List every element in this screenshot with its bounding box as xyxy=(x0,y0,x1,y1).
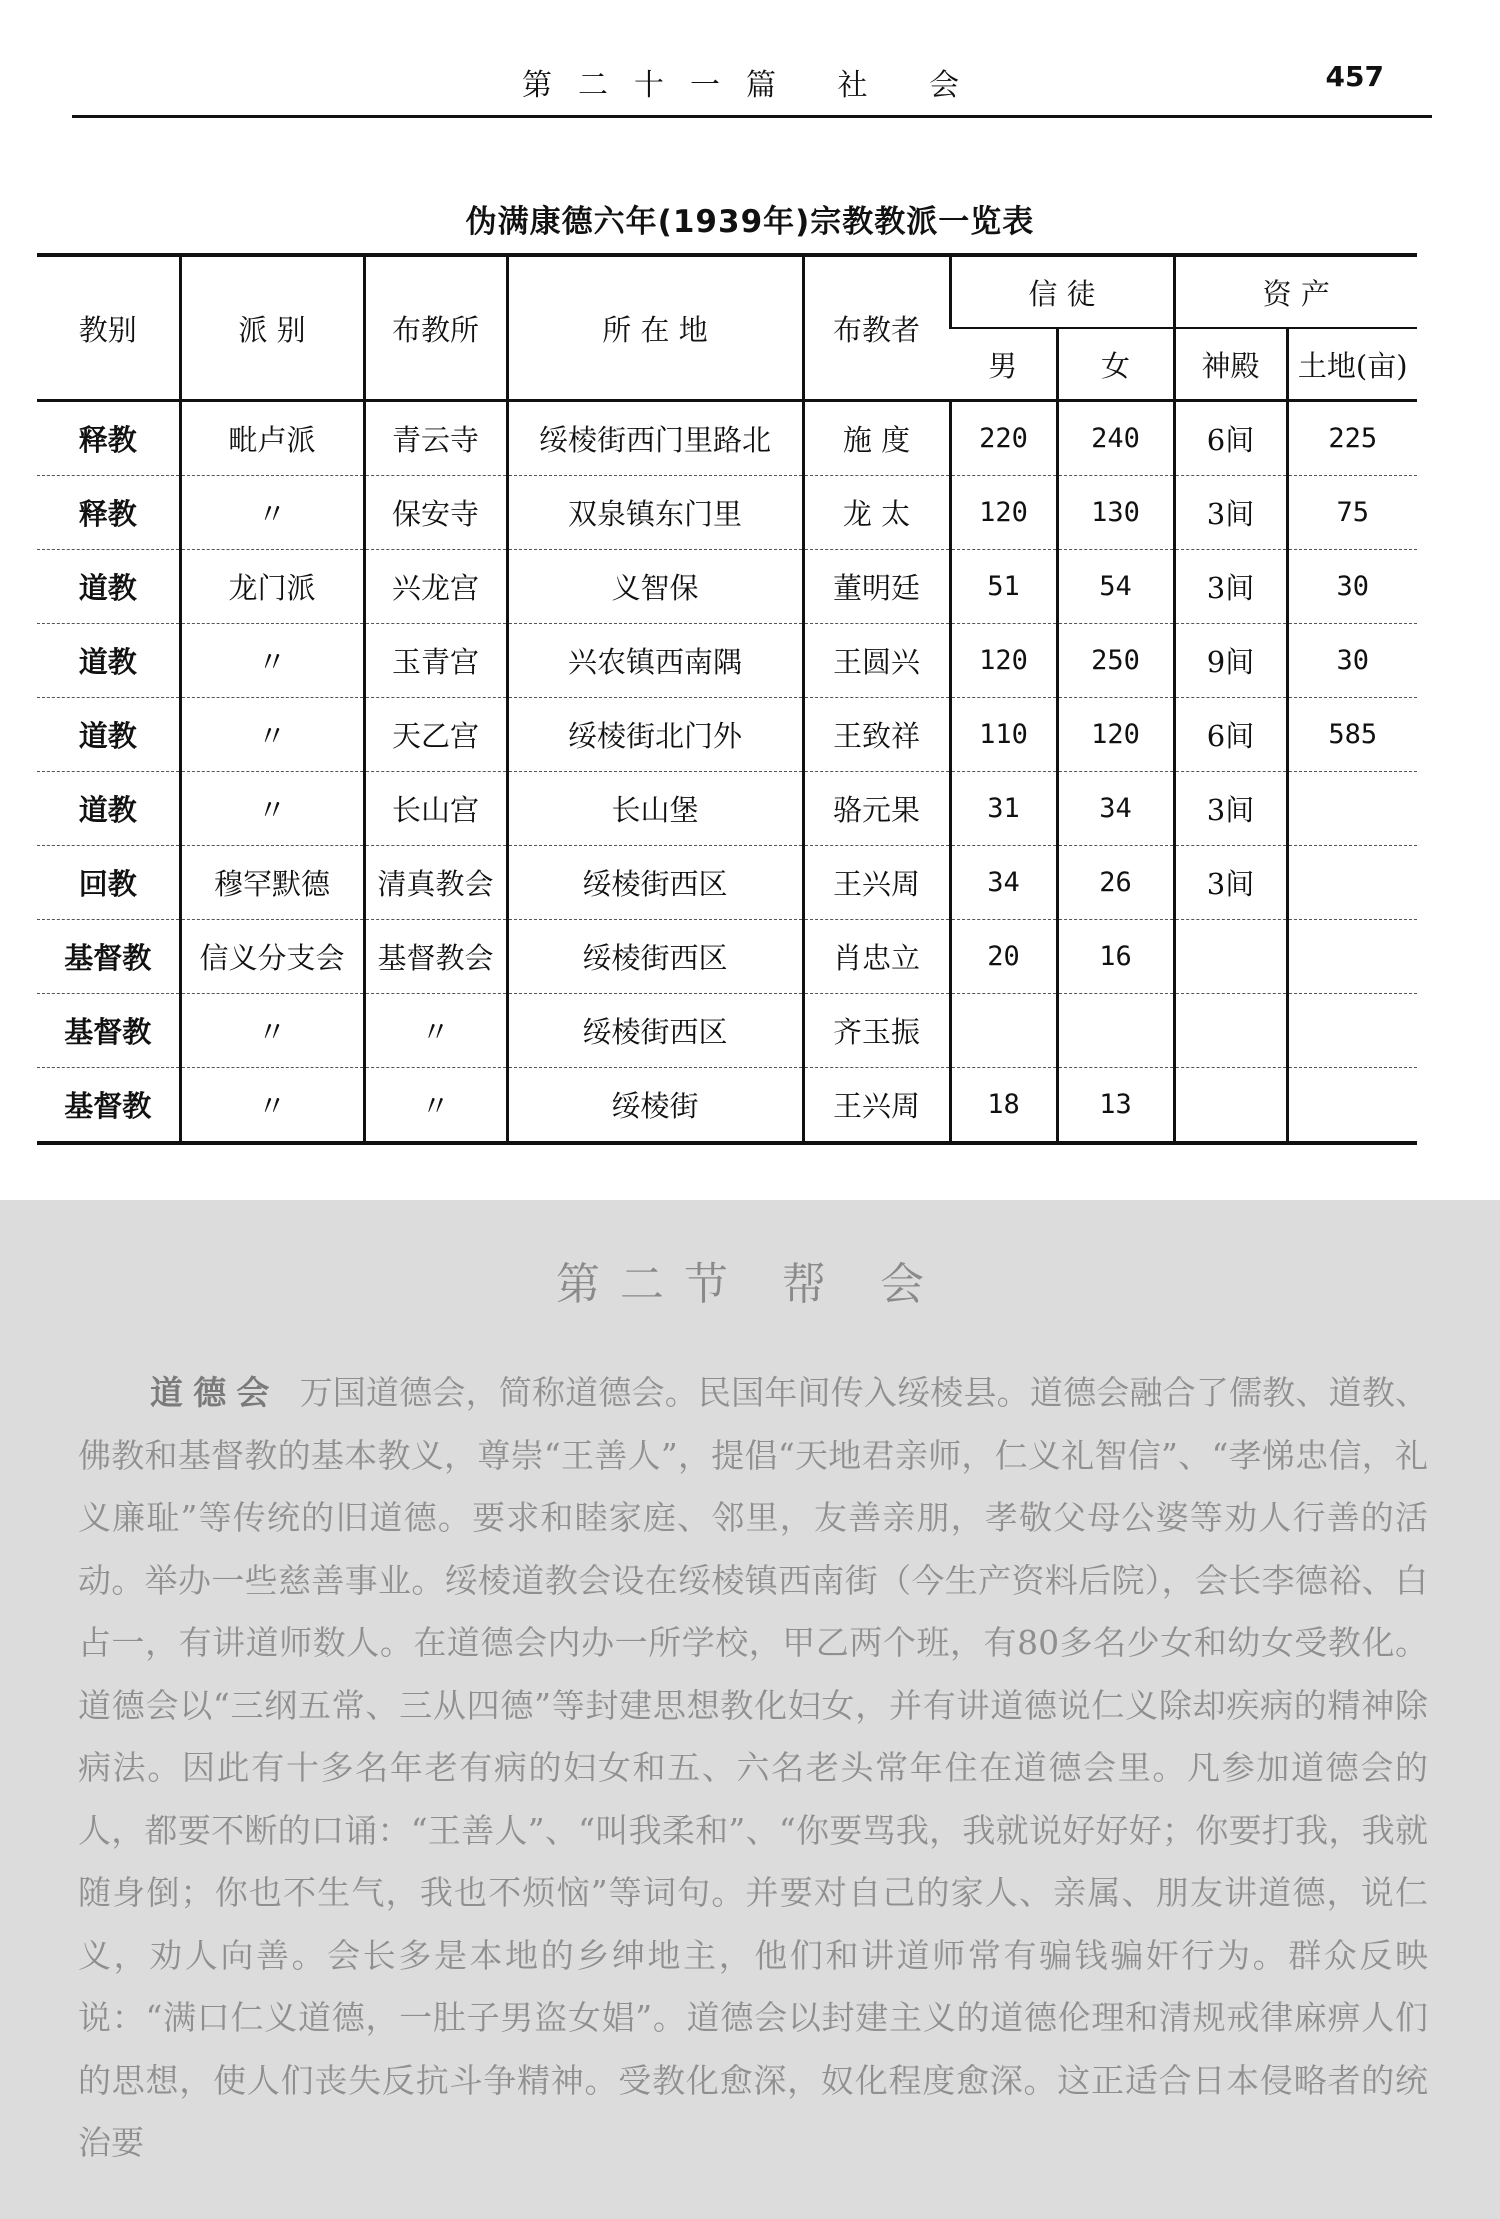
table-cell: 龙门派 xyxy=(180,550,364,624)
page-number: 457 xyxy=(1325,60,1384,93)
table-cell: 释教 xyxy=(37,401,180,476)
table-cell: 绥棱街西区 xyxy=(507,994,803,1068)
table-cell: 兴龙宫 xyxy=(364,550,507,624)
table-cell: 基督教 xyxy=(37,920,180,994)
table-cell: 3间 xyxy=(1174,476,1287,550)
header-temple: 神殿 xyxy=(1174,328,1287,401)
table-cell: 18 xyxy=(950,1068,1057,1144)
table-cell: 3间 xyxy=(1174,846,1287,920)
table-title: 伪满康德六年(1939年)宗教教派一览表 xyxy=(465,204,1035,240)
table-cell: 龙 太 xyxy=(803,476,950,550)
religion-table xyxy=(37,253,1417,1145)
table-row xyxy=(37,846,1417,920)
table-cell xyxy=(1287,1068,1417,1144)
table-cell: 110 xyxy=(950,698,1057,772)
table-row xyxy=(37,772,1417,846)
table-row xyxy=(37,994,1417,1068)
table-cell: 回教 xyxy=(37,846,180,920)
table-cell: 道教 xyxy=(37,550,180,624)
table-cell: 王兴周 xyxy=(803,846,950,920)
table-cell xyxy=(1287,920,1417,994)
table-cell: 清真教会 xyxy=(364,846,507,920)
table-cell: 基督教 xyxy=(37,994,180,1068)
table-cell: 〃 xyxy=(180,698,364,772)
table-cell: 16 xyxy=(1057,920,1174,994)
table-cell: 齐玉振 xyxy=(803,994,950,1068)
table-cell: 施 度 xyxy=(803,401,950,476)
table-cell xyxy=(1287,772,1417,846)
header-male: 男 xyxy=(950,328,1057,401)
table-cell: 道教 xyxy=(37,772,180,846)
table-cell: 3间 xyxy=(1174,772,1287,846)
table-cell: 义智保 xyxy=(507,550,803,624)
table-cell: 长山宫 xyxy=(364,772,507,846)
table-cell: 〃 xyxy=(364,1068,507,1144)
table-cell: 王圆兴 xyxy=(803,624,950,698)
table-row xyxy=(37,401,1417,476)
table-cell: 玉青宫 xyxy=(364,624,507,698)
table-row xyxy=(37,624,1417,698)
header-religion: 教别 xyxy=(37,255,180,401)
table-cell: 585 xyxy=(1287,698,1417,772)
header-land: 土地(亩) xyxy=(1287,328,1417,401)
table-cell: 〃 xyxy=(180,1068,364,1144)
table-cell: 130 xyxy=(1057,476,1174,550)
header-location: 所 在 地 xyxy=(507,255,803,401)
table-cell: 兴农镇西南隅 xyxy=(507,624,803,698)
table-cell: 9间 xyxy=(1174,624,1287,698)
table-cell: 骆元果 xyxy=(803,772,950,846)
header-female: 女 xyxy=(1057,328,1174,401)
header-sect: 派 别 xyxy=(180,255,364,401)
table-cell xyxy=(1174,920,1287,994)
table-cell xyxy=(1174,994,1287,1068)
table-cell: 董明廷 xyxy=(803,550,950,624)
table-cell xyxy=(1287,994,1417,1068)
page-header xyxy=(72,40,1432,118)
table-cell: 51 xyxy=(950,550,1057,624)
table-cell xyxy=(1057,994,1174,1068)
paragraph-text: 万国道德会，简称道德会。民国年间传入绥棱县。道德会融合了儒教、道教、佛教和基督教的基本教义，尊崇“王善人”，提倡“天地君亲师，仁义礼智信”、“孝悌忠信，礼义廉耻”等传统的旧道德。要求和睦家庭、邻里，友善亲朋，孝敬父母公婆等劝人行善的活动。举办一些慈善事业。绥棱道教会设在绥棱镇西南街（今生产资料后院），会长李德裕、白占一，有讲道师数人。在道德会内办一所学校，甲乙两个班，有80多名少女和幼女受教化。道德会以“三纲五常、三从四德”等封建思想教化妇女，并有讲道德说仁义除却疾病的精神除病法。因此有十多名年老有病的妇女和五、六名老头常年住在道德会里。凡参加道德会的人，都要不断的口诵：“王善人”、“叫我柔和”、“你要骂我，我就说好好好；你要打我，我就随身倒；你也不生气，我也不烦恼”等词句。并要对自己的家人、亲属、朋友讲道德，说仁义，劝人向善。会长多是本地的乡绅地主，他们和讲道师常有骗钱骗奸行为。群众反映说：“满口仁义道德，一肚子男盗女娼”。道德会以封建主义的道德伦理和清规戒律麻痹人们的思想，使人们丧失反抗斗争精神。受教化愈深，奴化程度愈深。这正适合日本侵略者的统治要 xyxy=(78,1373,1429,2162)
table-cell: 绥棱街西区 xyxy=(507,920,803,994)
table-cell: 6间 xyxy=(1174,401,1287,476)
table-row xyxy=(37,476,1417,550)
table-cell: 31 xyxy=(950,772,1057,846)
table-cell: 毗卢派 xyxy=(180,401,364,476)
table-cell: 〃 xyxy=(180,772,364,846)
header-rule xyxy=(72,115,1432,118)
running-head: 第二十一篇 社 会 xyxy=(522,68,986,103)
table-cell: 王致祥 xyxy=(803,698,950,772)
table-cell: 250 xyxy=(1057,624,1174,698)
table-cell: 225 xyxy=(1287,401,1417,476)
table-cell: 30 xyxy=(1287,624,1417,698)
table-cell: 道教 xyxy=(37,698,180,772)
table-cell: 13 xyxy=(1057,1068,1174,1144)
table-cell: 绥棱街 xyxy=(507,1068,803,1144)
table-cell: 绥棱街西门里路北 xyxy=(507,401,803,476)
table-cell: 绥棱街北门外 xyxy=(507,698,803,772)
table-cell: 240 xyxy=(1057,401,1174,476)
table-cell: 3间 xyxy=(1174,550,1287,624)
table-cell: 长山堡 xyxy=(507,772,803,846)
header-mission: 布教所 xyxy=(364,255,507,401)
table-cell: 26 xyxy=(1057,846,1174,920)
table-cell: 天乙宫 xyxy=(364,698,507,772)
table-cell: 34 xyxy=(950,846,1057,920)
table-cell: 肖忠立 xyxy=(803,920,950,994)
table-row xyxy=(37,920,1417,994)
paragraph-lead: 道德会 xyxy=(150,1373,280,1412)
table-cell: 穆罕默德 xyxy=(180,846,364,920)
table-cell: 王兴周 xyxy=(803,1068,950,1144)
table-row xyxy=(37,1068,1417,1144)
table-cell: 释教 xyxy=(37,476,180,550)
table-cell: 6间 xyxy=(1174,698,1287,772)
section-title: 第二节 帮 会 xyxy=(556,1259,944,1310)
table-cell: 双泉镇东门里 xyxy=(507,476,803,550)
table-cell xyxy=(950,994,1057,1068)
table-cell: 〃 xyxy=(180,476,364,550)
table-cell: 75 xyxy=(1287,476,1417,550)
table-cell: 道教 xyxy=(37,624,180,698)
table-cell: 54 xyxy=(1057,550,1174,624)
table-cell: 绥棱街西区 xyxy=(507,846,803,920)
table-cell xyxy=(1287,846,1417,920)
table-cell: 〃 xyxy=(180,994,364,1068)
body-paragraph xyxy=(78,1362,1428,2175)
table-cell: 220 xyxy=(950,401,1057,476)
header-believers: 信 徒 xyxy=(950,255,1174,328)
table-cell xyxy=(1174,1068,1287,1144)
table-cell: 120 xyxy=(950,476,1057,550)
table-cell: 34 xyxy=(1057,772,1174,846)
table-cell: 青云寺 xyxy=(364,401,507,476)
table-cell: 〃 xyxy=(364,994,507,1068)
table-cell: 基督教会 xyxy=(364,920,507,994)
table-cell: 保安寺 xyxy=(364,476,507,550)
table-cell: 基督教 xyxy=(37,1068,180,1144)
header-preacher: 布教者 xyxy=(803,255,950,401)
table-cell: 30 xyxy=(1287,550,1417,624)
table-cell: 信义分支会 xyxy=(180,920,364,994)
table-cell: 20 xyxy=(950,920,1057,994)
table-row xyxy=(37,550,1417,624)
table-cell: 120 xyxy=(1057,698,1174,772)
header-assets: 资 产 xyxy=(1174,255,1417,328)
table-cell: 120 xyxy=(950,624,1057,698)
table-body xyxy=(37,401,1417,1144)
table-row xyxy=(37,698,1417,772)
table-cell: 〃 xyxy=(180,624,364,698)
